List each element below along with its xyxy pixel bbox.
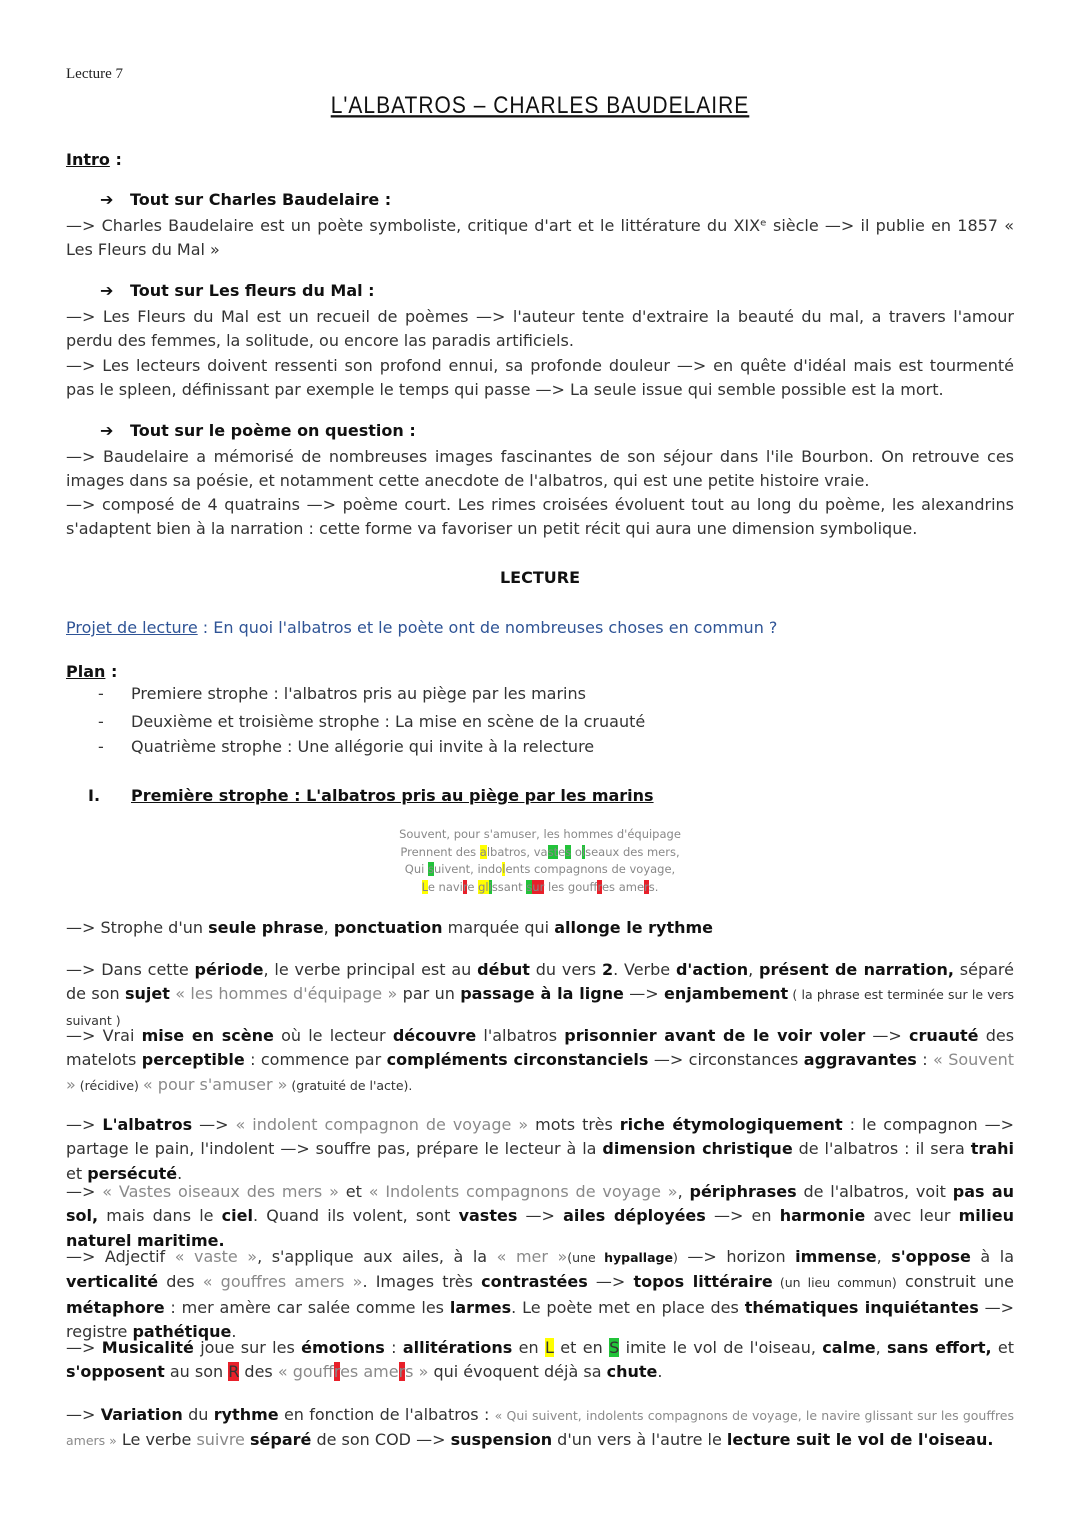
poem-line-4: Le navire glissant sur les gouffres amers. [421, 879, 659, 894]
paragraph-fleurs-2: —> Les lecteurs doivent ressenti son profond ennui, sa profonde douleur —> en quête d'idéal mais est tourmenté pas le spleen, définissant par exemple le temps qui passe —> La seule issue qui semble possible est la mort. [66, 356, 1014, 400]
analysis-paragraph-7: —> Musicalité joue sur les émotions : allitérations en L et en S imite le vol de l'oiseau, calme, sans effort, et s'opposent au son R des « gouffres amers » qui évoquent déjà sa chute. [66, 1338, 1015, 1382]
paragraph-poeme-2: —> composé de 4 quatrains —> poème court. Les rimes croisées évoluent tout au long du poème, les alexandrins s'adaptent bien à la narration : cette forme va favoriser un petit récit qui aura une dimension symbolique. [66, 495, 1014, 539]
subheading-fleurs-du-mal: ➔ Tout sur Les fleurs du Mal : [100, 281, 375, 300]
projet-label: Projet de lecture [66, 618, 198, 637]
paragraph-poeme-1: —> Baudelaire a mémorisé de nombreuses images fascinantes de son séjour dans l'ile Bourbon. On retrouve ces images dans sa poésie, et notamment cette anecdote de l'albatros, qui est une petite histoire vraie. [66, 447, 1014, 491]
plan-heading: Plan : [66, 662, 118, 681]
subheading-baudelaire: ➔ Tout sur Charles Baudelaire : [100, 190, 392, 209]
poem-excerpt [0, 826, 1080, 896]
arrow-right-icon: ➔ [100, 190, 114, 209]
list-item: - Premiere strophe : l'albatros pris au piège par les marins [98, 684, 586, 703]
analysis-paragraph-6: —> Adjectif « vaste », s'applique aux ailes, à la « mer »(une hypallage) —> horizon immense, s'oppose à la verticalité des « gouffres amers ». Images très contrastées —> topos littéraire (un lieu commun) construit une métaphore : mer amère car salée comme les larmes. Le poète met en place des thématiques inquiétantes —> registre pathétique. [66, 1247, 1015, 1342]
analysis-paragraph-4: —> L'albatros —> « indolent compagnon de voyage » mots très riche étymologiquement : le compagnon —> partage le pain, l'indolent —> souffre pas, prépare le lecteur à la dimension christique de l'albatros : il sera trahi et persécuté. [66, 1115, 1015, 1183]
analysis-paragraph-5: —> « Vastes oiseaux des mers » et « Indolents compagnons de voyage », périphrases de l'albatros, voit pas au sol, mais dans le ciel. Quand ils volent, sont vastes —> ailes déployées —> en harmonie avec leur milieu naturel maritime. [66, 1182, 1015, 1250]
paragraph-fleurs-1: —> Les Fleurs du Mal est un recueil de poèmes —> l'auteur tente d'extraire la beauté du mal, a travers l'amour perdu des femmes, la solitude, ou encore las paradis artificiels. [66, 307, 1014, 351]
projet-de-lecture: Projet de lecture : En quoi l'albatros et le poète ont de nombreuses choses en commun ? [66, 618, 778, 637]
lecture-heading: LECTURE [499, 568, 581, 587]
poem-line-1: Souvent, pour s'amuser, les hommes d'équipage [399, 827, 681, 841]
section-heading-1: I. Première strophe : L'albatros pris au piège par les marins [88, 786, 654, 805]
analysis-paragraph-3: —> Vrai mise en scène où le lecteur découvre l'albatros prisonnier avant de le voir voler —> cruauté des matelots perceptible : commence par compléments circonstanciels —> circonstances aggravantes : « Souvent » (récidive) « pour s'amuser » (gratuité de l'acte). [66, 1026, 1015, 1094]
poem-line-2: Prennent des albatros, vastes oiseaux des mers, [400, 844, 680, 859]
arrow-right-icon: ➔ [100, 421, 114, 440]
list-item: - Deuxième et troisième strophe : La mise en scène de la cruauté [98, 712, 646, 731]
poem-line-3: Qui suivent, indolents compagnons de voyage, [404, 862, 676, 876]
subheading-poeme: ➔ Tout sur le poème on question : [100, 421, 416, 440]
lecture-label: Lecture 7 [66, 66, 124, 82]
paragraph-baudelaire: —> Charles Baudelaire est un poète symboliste, critique d'art et le littérature du XIXᵉ siècle —> il publie en 1857 « Les Fleurs du Mal » [66, 216, 1014, 260]
analysis-paragraph-1: —> Strophe d'un seule phrase, ponctuation marquée qui allonge le rythme [66, 918, 713, 937]
arrow-right-icon: ➔ [100, 281, 114, 300]
intro-heading: Intro : [66, 150, 122, 169]
analysis-paragraph-8: —> Variation du rythme en fonction de l'albatros : « Qui suivent, indolents compagnons de voyage, le navire glissant sur les gouffres amers » Le verbe suivre séparé de son COD —> suspension d'un vers à l'autre le lecture suit le vol de l'oiseau. [66, 1405, 1015, 1450]
analysis-paragraph-2: —> Dans cette période, le verbe principal est au début du vers 2. Verbe d'action, présent de narration, séparé de son sujet « les hommes d'équipage » par un passage à la ligne —> enjambement ( la phrase est terminée sur le vers suivant ) [66, 960, 1015, 1028]
page-title: L'ALBATROS – CHARLES BAUDELAIRE [330, 92, 750, 119]
list-item: - Quatrième strophe : Une allégorie qui invite à la relecture [98, 737, 595, 756]
